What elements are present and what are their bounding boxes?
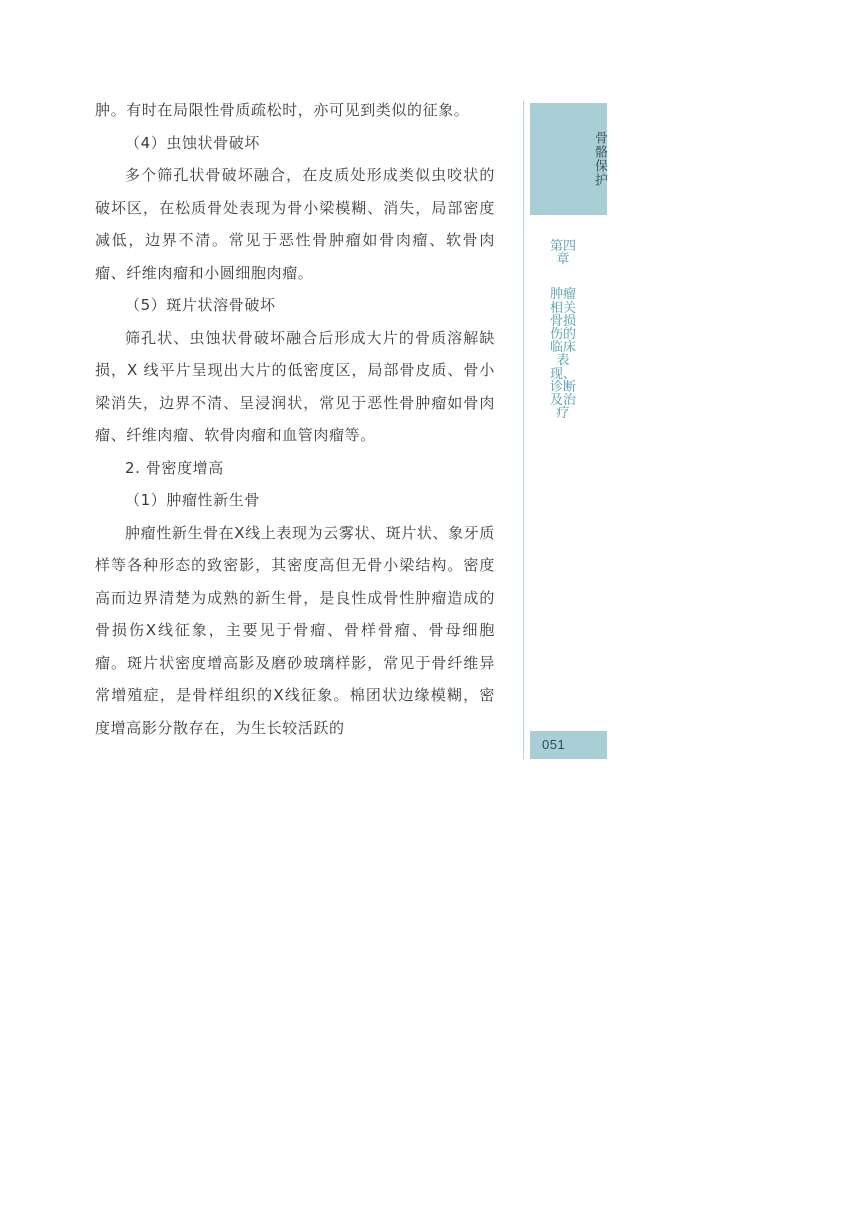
section-heading: 2. 骨密度增高 — [125, 458, 224, 477]
page-number: 051 — [542, 737, 566, 752]
section-tab-label: 骨骼保护 — [592, 131, 607, 187]
page-number-badge — [530, 731, 607, 759]
subheading: （1）肿瘤性新生骨 — [125, 491, 260, 509]
paragraph: 肿。有时在局限性骨质疏松时，亦可见到类似的征象。 — [95, 101, 470, 119]
subheading: （4）虫蚀状骨破坏 — [125, 133, 260, 152]
chapter-label: 第四章 — [550, 239, 577, 268]
subheading: （5）斑片状溶骨破坏 — [125, 296, 276, 314]
margin-divider — [523, 101, 524, 759]
paragraph: 多个筛孔状骨破坏融合，在皮质处形成类似虫咬状的破坏区，在松质骨处表现为骨小梁模糊、消失，局部密度减低，边界不清。常见于恶性骨肿瘤如骨肉瘤、软骨肉瘤、纤维肉瘤和小圆细胞肉瘤。 — [95, 166, 495, 282]
chapter-title-gap — [550, 266, 576, 288]
running-chapter-title — [550, 240, 576, 420]
paragraph: 肿瘤性新生骨在X线上表现为云雾状、斑片状、象牙质样等各种形态的致密影，其密度高但无骨小梁结构。密度高而边界清楚为成熟的新生骨，是良性成骨性肿瘤造成的骨损伤X线征象，主要见于骨瘤、骨样骨瘤、骨母细胞瘤。斑片状密度增高影及磨砂玻璃样影，常见于骨纤维异常增殖症，是骨样组织的X线征象。棉团状边缘模糊，密度增高影分散存在，为生长较活跃的 — [95, 523, 495, 737]
body-text — [95, 94, 495, 744]
paragraph: 筛孔状、虫蚀状骨破坏融合后形成大片的骨质溶解缺损，X 线平片呈现出大片的低密度区，局部骨皮质、骨小梁消失，边界不清、呈浸润状，常见于恶性骨肿瘤如骨肉瘤、纤维肉瘤、软骨肉瘤和血管肉瘤等。 — [95, 328, 495, 444]
section-tab — [530, 103, 607, 215]
chapter-title-text: 肿瘤相关骨损伤的临床表现、诊断及治疗 — [550, 287, 577, 422]
